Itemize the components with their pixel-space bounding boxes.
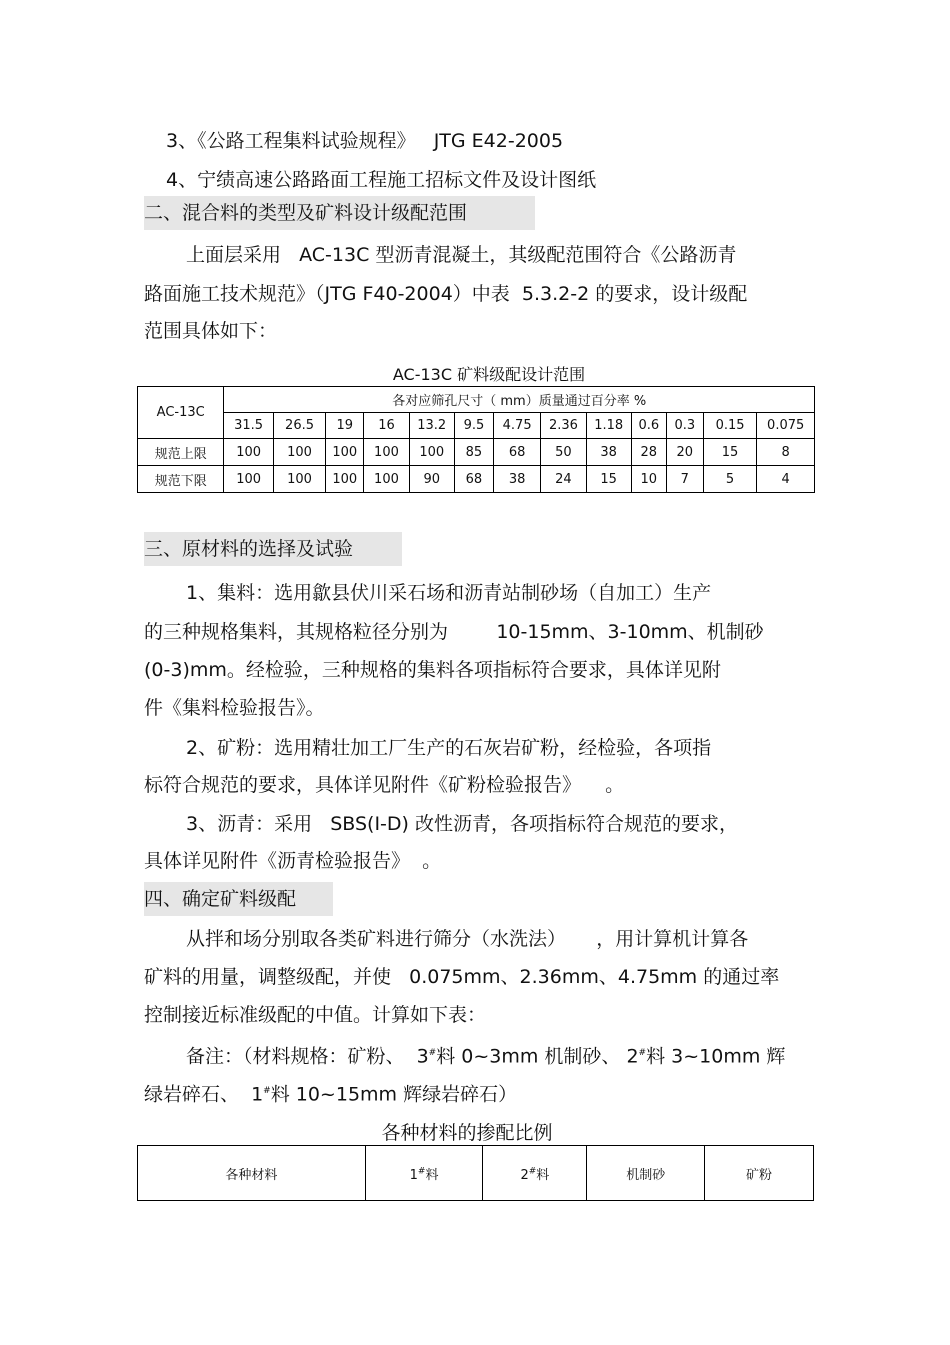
value-cell: 5 (703, 466, 757, 493)
value-cell: 68 (454, 466, 493, 493)
sieve-cell: 0.3 (666, 413, 703, 439)
table-corner-cell: AC-13C (138, 387, 224, 439)
value-cell: 38 (586, 439, 631, 466)
value-cell: 100 (364, 439, 409, 466)
value-cell: 38 (493, 466, 540, 493)
value-cell: 100 (273, 439, 325, 466)
sieve-cell: 4.75 (493, 413, 540, 439)
table-row-upper (138, 439, 815, 466)
sieve-cell: 13.2 (409, 413, 454, 439)
paragraph-line: 具体详见附件《沥青检验报告》 。 (144, 850, 442, 872)
value-cell: 10 (631, 466, 666, 493)
value-cell: 4 (757, 466, 815, 493)
sieve-cell: 1.18 (586, 413, 631, 439)
note-line-1: 备注：（材料规格：矿粉、 3#料 0~3mm 机制砂、 2#料 3~10mm 辉 (186, 1045, 786, 1068)
header-material-1: 1#料 (365, 1146, 483, 1201)
value-cell: 50 (541, 439, 586, 466)
header-machine-sand: 机制砂 (587, 1146, 705, 1201)
paragraph-line: 上面层采用 AC-13C 型沥青混凝土，其级配范围符合《公路沥青 (186, 244, 737, 266)
value-cell: 24 (541, 466, 586, 493)
sieve-cell: 0.15 (703, 413, 757, 439)
note-line-2: 绿岩碎石、 1#料 10~15mm 辉绿岩碎石） (144, 1083, 518, 1106)
paragraph-line: 1、集料：选用歙县伏川采石场和沥青站制砂场（自加工）生产 (186, 582, 712, 604)
paragraph-line: 矿料的用量，调整级配，并使 0.075mm、2.36mm、4.75mm 的通过率 (144, 966, 780, 988)
value-cell: 85 (454, 439, 493, 466)
value-cell: 100 (364, 466, 409, 493)
value-cell: 15 (586, 466, 631, 493)
reference-item-4: 4、宁绩高速公路路面工程施工招标文件及设计图纸 (166, 169, 597, 191)
sieve-cell: 0.6 (631, 413, 666, 439)
sieve-cell: 31.5 (224, 413, 273, 439)
gradation-range-table (137, 386, 815, 493)
paragraph-line: 控制接近标准级配的中值。计算如下表： (144, 1004, 487, 1026)
sieve-cell: 16 (364, 413, 409, 439)
sieve-cell: 0.075 (757, 413, 815, 439)
value-cell: 100 (326, 466, 364, 493)
paragraph-line: 件《集料检验报告》。 (144, 697, 325, 719)
section-heading-4: 四、确定矿料级配 (144, 882, 333, 916)
paragraph-line: 的三种规格集料，其规格粒径分别为 10-15mm、3-10mm、机制砂 (144, 621, 764, 643)
section-heading-3: 三、原材料的选择及试验 (144, 532, 402, 566)
value-cell: 100 (326, 439, 364, 466)
table-caption: 各种材料的掺配比例 (381, 1122, 553, 1144)
value-cell: 8 (757, 439, 815, 466)
table-caption: AC-13C 矿料级配设计范围 (392, 365, 586, 384)
table-row-lower (138, 466, 815, 493)
paragraph-line: 标符合规范的要求，具体详见附件《矿粉检验报告》 。 (144, 774, 625, 796)
value-cell: 15 (703, 439, 757, 466)
paragraph-line: 3、沥青：采用 SBS(I-D) 改性沥青，各项指标符合规范的要求， (186, 813, 738, 835)
value-cell: 68 (493, 439, 540, 466)
material-ratio-table (137, 1145, 814, 1201)
sieve-cell: 26.5 (273, 413, 325, 439)
table-header-row (138, 1146, 814, 1201)
sieve-cell: 2.36 (541, 413, 586, 439)
sieve-cell: 9.5 (454, 413, 493, 439)
sieve-cell: 19 (326, 413, 364, 439)
header-materials: 各种材料 (138, 1146, 366, 1201)
value-cell: 28 (631, 439, 666, 466)
reference-item-3: 3、《公路工程集料试验规程》 JTG E42-2005 (166, 130, 564, 152)
paragraph-line: 范围具体如下： (144, 320, 278, 342)
value-cell: 100 (224, 439, 273, 466)
value-cell: 100 (273, 466, 325, 493)
value-cell: 7 (666, 466, 703, 493)
value-cell: 20 (666, 439, 703, 466)
table-row-sieves (138, 413, 815, 439)
paragraph-line: 路面施工技术规范》（JTG F40-2004）中表 5.3.2-2 的要求，设计级配 (144, 283, 748, 305)
table-header-cell: 各对应筛孔尺寸（ mm）质量通过百分率 % (224, 387, 815, 413)
value-cell: 100 (409, 439, 454, 466)
paragraph-line: 2、矿粉：选用精壮加工厂生产的石灰岩矿粉，经检验，各项指 (186, 737, 712, 759)
row-label: 规范下限 (138, 466, 224, 493)
value-cell: 90 (409, 466, 454, 493)
header-material-2: 2#料 (483, 1146, 587, 1201)
paragraph-line: 从拌和场分别取各类矿料进行筛分（水洗法） ，用计算机计算各 (186, 928, 749, 950)
section-heading-2: 二、混合料的类型及矿料设计级配范围 (144, 196, 535, 230)
header-mineral-powder: 矿粉 (705, 1146, 814, 1201)
row-label: 规范上限 (138, 439, 224, 466)
paragraph-line: (0-3)mm。经检验，三种规格的集料各项指标符合要求，具体详见附 (144, 659, 721, 681)
value-cell: 100 (224, 466, 273, 493)
